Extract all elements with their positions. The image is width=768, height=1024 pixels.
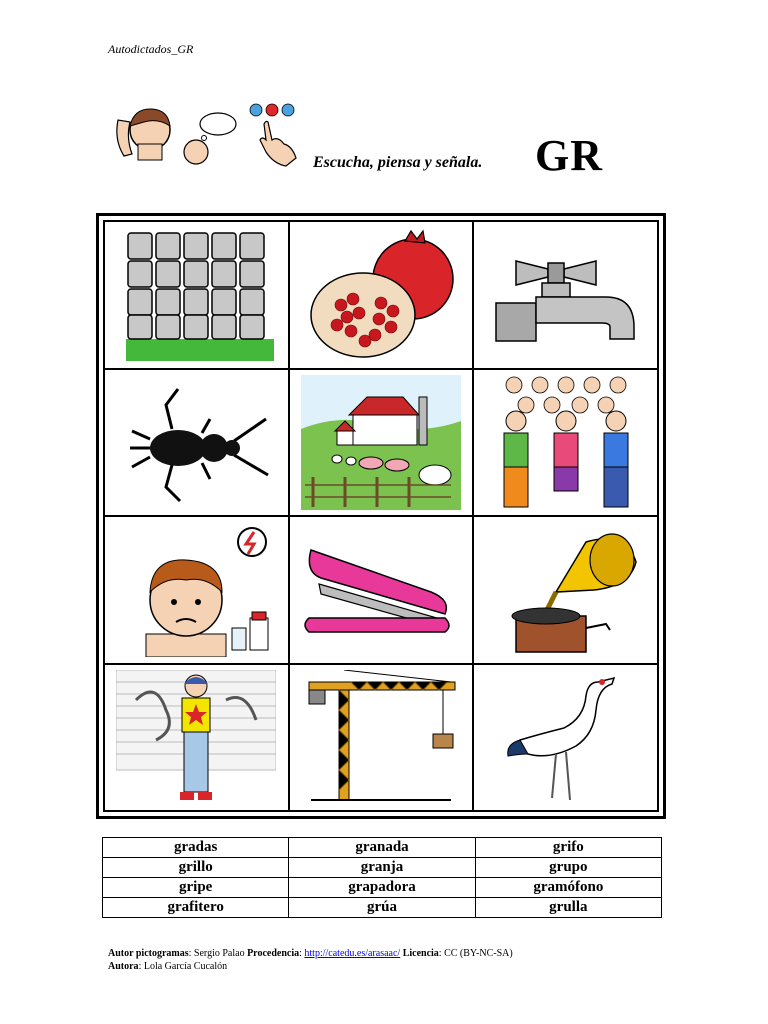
picture-cell-grifo[interactable] xyxy=(473,221,658,369)
picture-cell-grillo[interactable] xyxy=(104,369,289,517)
word-cell[interactable]: grafitero xyxy=(103,898,289,918)
sick-boy-icon xyxy=(116,522,276,657)
author-label: Autor pictogramas xyxy=(108,948,189,959)
picture-cell-grupo[interactable] xyxy=(473,369,658,517)
word-row xyxy=(103,858,662,878)
license-label: Licencia xyxy=(402,948,439,959)
graffiti-artist-icon xyxy=(116,670,276,805)
word-cell[interactable]: granada xyxy=(289,838,475,858)
word-cell[interactable]: grillo xyxy=(103,858,289,878)
word-row xyxy=(103,838,662,858)
header-note: Autodictados_GR xyxy=(108,42,194,56)
word-row xyxy=(103,898,662,918)
topic-title: GR xyxy=(535,131,603,180)
crane-tower-icon xyxy=(301,670,461,805)
credits xyxy=(108,947,513,973)
word-cell[interactable]: grupo xyxy=(475,858,661,878)
picture-cell-granada[interactable] xyxy=(289,221,474,369)
source-colon: : xyxy=(299,948,305,959)
source-link[interactable]: http://catedu.es/arasaac/ xyxy=(304,948,401,959)
word-cell[interactable]: gradas xyxy=(103,838,289,858)
picture-cell-granja[interactable] xyxy=(289,369,474,517)
license-value: : CC (BY-NC-SA) xyxy=(438,948,513,959)
picture-cell-grapadora[interactable] xyxy=(289,516,474,664)
author-value: : Sergio Palao xyxy=(188,948,248,959)
picture-cell-gradas[interactable] xyxy=(104,221,289,369)
faucet-icon xyxy=(486,227,646,362)
listen-icon xyxy=(117,109,170,160)
credits-line-2 xyxy=(108,960,513,973)
think-icon xyxy=(184,113,236,164)
picture-cell-grafitero[interactable] xyxy=(104,664,289,812)
picture-cell-grua[interactable] xyxy=(289,664,474,812)
credits-line-1 xyxy=(108,947,513,960)
word-cell[interactable]: grulla xyxy=(475,898,661,918)
word-cell[interactable]: gramófono xyxy=(475,878,661,898)
stapler-icon xyxy=(301,522,461,657)
instruction-text: Escucha, piensa y señala. xyxy=(313,154,483,171)
group-of-people-icon xyxy=(486,375,646,510)
word-row xyxy=(103,878,662,898)
picture-cell-gramofono[interactable] xyxy=(473,516,658,664)
crane-bird-icon xyxy=(486,670,646,805)
word-cell[interactable]: grúa xyxy=(289,898,475,918)
picture-cell-grulla[interactable] xyxy=(473,664,658,812)
picture-grid-frame xyxy=(96,213,666,819)
instruction-icons xyxy=(108,100,308,170)
farm-icon xyxy=(301,375,461,510)
point-icon xyxy=(250,104,296,166)
source-label: Procedencia xyxy=(247,948,300,959)
word-cell[interactable]: gripe xyxy=(103,878,289,898)
cricket-icon xyxy=(116,375,276,510)
gramophone-icon xyxy=(486,522,646,657)
word-cell[interactable]: grifo xyxy=(475,838,661,858)
word-cell[interactable]: granja xyxy=(289,858,475,878)
writer-label: Autora xyxy=(108,961,139,972)
pomegranate-icon xyxy=(301,227,461,362)
stadium-seats-icon xyxy=(116,227,276,362)
writer-value: : Lola García Cucalón xyxy=(138,961,228,972)
picture-cell-gripe[interactable] xyxy=(104,516,289,664)
word-table xyxy=(102,837,662,918)
word-cell[interactable]: grapadora xyxy=(289,878,475,898)
picture-grid xyxy=(103,220,659,812)
